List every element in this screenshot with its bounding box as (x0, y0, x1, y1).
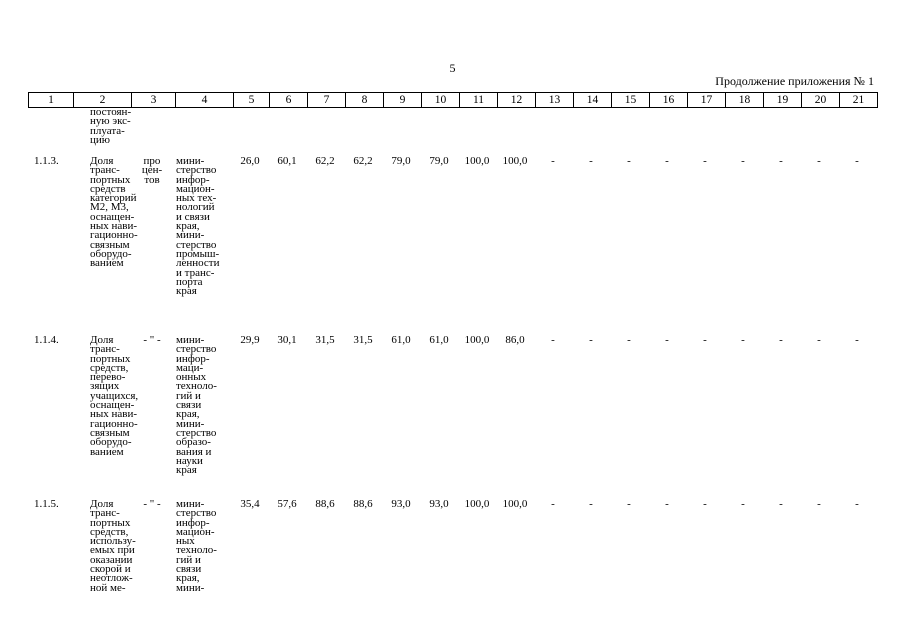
header-col-19: 19 (763, 93, 801, 107)
row-value-col-7: 31,5 (315, 334, 335, 346)
table-header-row (28, 92, 878, 108)
row-value-col-20: - (817, 334, 821, 346)
row-responsible: мини- стерство инфор- маци- онных техноло- гий и связи края, мини- стерство образо- вания и науки края (176, 334, 217, 477)
header-col-14: 14 (573, 93, 611, 107)
row-value-col-12: 100,0 (502, 155, 528, 167)
row-id: 1.1.4. (34, 334, 59, 346)
row-value-col-18: - (741, 498, 745, 510)
row-value-col-21: - (855, 334, 859, 346)
row-name: Доля транс- портных средств, использу- емых при оказании скорой и неотлож- ной ме- (90, 498, 136, 594)
row-value-col-16: - (665, 155, 669, 167)
header-col-5: 5 (233, 93, 269, 107)
row-value-col-17: - (703, 498, 707, 510)
row-value-col-12: 86,0 (505, 334, 525, 346)
row-value-col-15: - (627, 498, 631, 510)
row-unit: - " - (143, 498, 161, 510)
row-value-col-6: 30,1 (277, 334, 297, 346)
row-value-col-18: - (741, 155, 745, 167)
row-value-col-21: - (855, 155, 859, 167)
row-value-col-19: - (779, 334, 783, 346)
row-value-col-13: - (551, 334, 555, 346)
row-value-col-11: 100,0 (464, 334, 490, 346)
header-col-21: 21 (839, 93, 877, 107)
row-value-col-5: 35,4 (240, 498, 260, 510)
row-value-col-13: - (551, 155, 555, 167)
header-col-8: 8 (345, 93, 383, 107)
row-value-col-14: - (589, 498, 593, 510)
row-value-col-8: 62,2 (353, 155, 373, 167)
row-value-col-6: 60,1 (277, 155, 297, 167)
row-value-col-20: - (817, 498, 821, 510)
header-col-4: 4 (175, 93, 233, 107)
row-value-col-15: - (627, 155, 631, 167)
row-name: Доля транс- портных средств категорий М2, М3, оснащен- ных нави- гационно- связным оборудо- ванием (90, 155, 138, 270)
row-id: 1.1.5. (34, 498, 59, 510)
header-col-13: 13 (535, 93, 573, 107)
row-value-col-11: 100,0 (464, 155, 490, 167)
row-fragment-name: постоян- ную экс- плуата- цию (90, 106, 132, 146)
row-value-col-19: - (779, 155, 783, 167)
row-value-col-17: - (703, 155, 707, 167)
row-value-col-14: - (589, 155, 593, 167)
row-value-col-9: 79,0 (391, 155, 411, 167)
row-value-col-13: - (551, 498, 555, 510)
row-value-col-10: 79,0 (429, 155, 449, 167)
header-col-18: 18 (725, 93, 763, 107)
row-value-col-19: - (779, 498, 783, 510)
header-col-2: 2 (73, 93, 131, 107)
row-value-col-5: 26,0 (240, 155, 260, 167)
row-value-col-7: 88,6 (315, 498, 335, 510)
row-name: Доля транс- портных средств, перево- зящих учащихся, оснащен- ных нави- гационно- связным оборудо- ванием (90, 334, 139, 458)
row-unit: - " - (143, 334, 161, 346)
row-value-col-16: - (665, 334, 669, 346)
row-value-col-16: - (665, 498, 669, 510)
row-value-col-8: 88,6 (353, 498, 373, 510)
header-col-15: 15 (611, 93, 649, 107)
row-unit: про цен- тов (141, 155, 163, 186)
header-col-17: 17 (687, 93, 725, 107)
continuation-label: Продолжение приложения № 1 (715, 74, 874, 88)
row-value-col-9: 93,0 (391, 498, 411, 510)
row-id: 1.1.3. (34, 155, 59, 167)
row-value-col-14: - (589, 334, 593, 346)
header-col-16: 16 (649, 93, 687, 107)
row-responsible: мини- стерство инфор- мацион- ных тех- нологий и связи края, мини- стерство промыш- ленности и транс- порта края (176, 155, 220, 298)
row-value-col-10: 93,0 (429, 498, 449, 510)
row-value-col-12: 100,0 (502, 498, 528, 510)
row-responsible: мини- стерство инфор- мацион- ных техноло- гий и связи края, мини- (176, 498, 217, 594)
header-col-11: 11 (459, 93, 497, 107)
row-value-col-6: 57,6 (277, 498, 297, 510)
header-col-20: 20 (801, 93, 839, 107)
row-value-col-10: 61,0 (429, 334, 449, 346)
row-value-col-20: - (817, 155, 821, 167)
row-value-col-11: 100,0 (464, 498, 490, 510)
page-number: 5 (449, 61, 456, 75)
row-value-col-7: 62,2 (315, 155, 335, 167)
row-value-col-5: 29,9 (240, 334, 260, 346)
row-value-col-21: - (855, 498, 859, 510)
header-col-7: 7 (307, 93, 345, 107)
row-value-col-15: - (627, 334, 631, 346)
header-col-3: 3 (131, 93, 175, 107)
header-col-12: 12 (497, 93, 535, 107)
row-value-col-9: 61,0 (391, 334, 411, 346)
header-col-6: 6 (269, 93, 307, 107)
row-value-col-17: - (703, 334, 707, 346)
row-value-col-18: - (741, 334, 745, 346)
header-col-9: 9 (383, 93, 421, 107)
header-col-10: 10 (421, 93, 459, 107)
row-value-col-8: 31,5 (353, 334, 373, 346)
header-col-1: 1 (48, 94, 54, 106)
